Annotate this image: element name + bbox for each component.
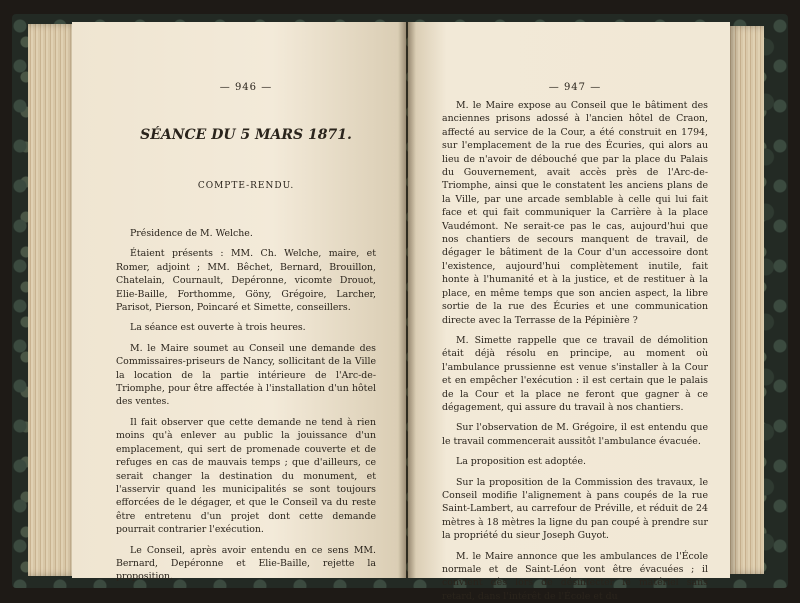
session-title: SÉANCE DU 5 MARS 1871. [140,127,352,143]
paragraph: M. le Maire soumet au Conseil une demande des Commissaires-priseurs de Nancy, sollicitant de la Ville la location de la partie intérieure de l'Arc-de-Triomphe, pour être affectée à l'installation d'un hôtel des ventes. [116,342,376,408]
book-gutter [398,22,416,578]
paragraph: Il fait observer que cette demande ne tend à rien moins qu'à enlever au public la jouissance d'un emplacement, qui sert de promenade couverte et de refuges en cas de mauvais temps ; que d'ailleurs, ce serait changer la destination du monument, et l'asservir quand les municipalités se sont toujours efforcées de le dégager, et que le Conseil va du reste être entretenu d'un projet dont cette demande pourrait contrarier l'exécution. [116,416,376,536]
paragraph: M. le Maire annonce que les ambulances de l'École normale et de Saint-Léon vont être évacuées ; il convient dès lors de désinfecter le matériel sans retard, dans l'intérêt de l'École et du [442,550,708,602]
left-page [72,22,406,583]
page-number: — 947 — [548,82,602,93]
paragraph: La séance est ouverte à trois heures. [130,322,306,334]
page-edges-right [728,26,764,574]
right-page [408,22,730,602]
paragraph: Sur la proposition de la Commission des travaux, le Conseil modifie l'alignement à pans coupés de la rue Saint-Lambert, au carrefour de Préville, et réduit de 24 mètres à 18 mètres la ligne du pan coupé à prendre sur la propriété du sieur Joseph Guyot. [442,476,708,542]
paragraph: Présidence de M. Welche. [130,228,253,239]
paragraph: Sur l'observation de M. Grégoire, il est entendu que le travail commencerait aussitôt l'ambulance évacuée. [442,422,708,447]
paragraph: Étaient présents : MM. Ch. Welche, maire, et Romer, adjoint ; MM. Bêchet, Bernard, Brouillon, Chatelain, Cournault, Depéronne, vicomte Drouot, Elie-Baille, Forthomme, Göny, Grégoire, Larcher, Parisot, Pierson, Poincaré et Simette, conseillers. [116,248,376,314]
paragraph: Le Conseil, après avoir entendu en ce sens MM. Bernard, Depéronne et Elie-Baille, rejette la proposition. [116,544,376,583]
paragraph: M. Simette rappelle que ce travail de démolition était déjà résolu en principe, au moment où l'ambulance prussienne est venue s'installer à la Cour et en empêcher l'exécution : il est certain que le palais de la Cour et la place ne feront que gagner à ce dégagement, qui assure du travail à nos chantiers. [442,334,708,413]
section-heading: COMPTE-RENDU. [197,181,295,191]
paragraph: La proposition est adoptée. [456,456,586,468]
page-number: — 946 — [219,82,273,93]
paragraph: M. le Maire expose au Conseil que le bâtiment des anciennes prisons adossé à l'ancien hôtel de Craon, affecté au service de la Cour, a été construit en 1794, sur l'emplacement de la rue des Écuries, qui alors au lieu de n'avoir de débouché que par la place du Palais du Gouvernement, avait accès près de l'Arc-de-Triomphe, ainsi que le constatent les anciens plans de la Ville, par une arcade semblable à celle qui lui fait face et qui fait communiquer la Carrière à la place Vaudémont. Ne serait-ce pas le cas, aujourd'hui que nos chantiers de secours manquent de travail, de dégager le bâtiment de la Cour d'un accessoire dont l'existence, aujourd'hui complètement inutile, fait honte à l'humanité et à la justice, et de restituer à la place, en même temps que son ancien aspect, la libre sortie de la rue des Écuries et une communication directe avec la Terrasse de la Pépinière ? [442,100,708,326]
